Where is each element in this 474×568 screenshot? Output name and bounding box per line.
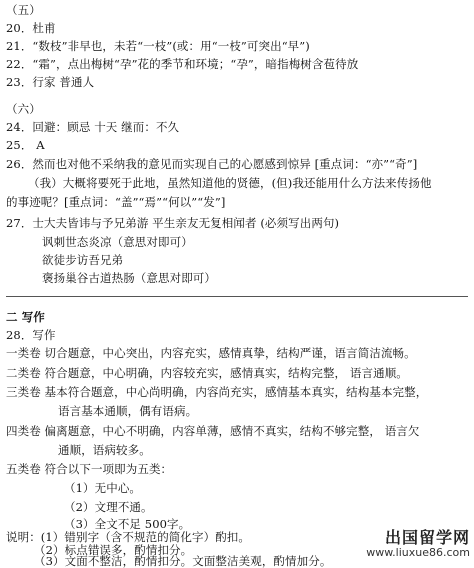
text-line: 28．写作 bbox=[6, 328, 56, 342]
text-line: 三类卷 基本符合题意，中心尚明确，内容尚充实，感情基本真实，结构基本完整， bbox=[6, 385, 428, 399]
text-line: （五） bbox=[6, 3, 41, 17]
text-line: 二类卷 符合题意，中心明确，内容较充实，感情真实，结构完整， 语言通顺。 bbox=[6, 366, 408, 380]
text-line: 23．行家 普通人 bbox=[6, 75, 95, 89]
watermark-logo bbox=[352, 528, 470, 560]
text-line: 褒扬巢谷古道热肠（意思对即可） bbox=[42, 271, 216, 285]
text-line: 语言基本通顺，偶有语病。 bbox=[58, 404, 198, 418]
text-line: 五类卷 符合以下一项即为五类： bbox=[6, 462, 173, 476]
text-line: 26．然而也对他不采纳我的意见而实现自己的心愿感到惊异 [重点词：“亦”“奇”] bbox=[6, 157, 418, 171]
text-line: （3）文面不整洁，酌情扣分。文面整洁美观，酌情加分。 bbox=[34, 554, 332, 568]
section-divider bbox=[6, 296, 468, 297]
text-line: 的事迹呢？[重点词：“盖”“焉”“何以”“发”] bbox=[6, 195, 226, 209]
text-line: （2）文理不通。 bbox=[64, 500, 153, 514]
text-line: 22．“霜”，点出梅树“孕”花的季节和环境；“孕”，暗指梅树含苞待放 bbox=[6, 57, 359, 71]
text-line: 20．杜甫 bbox=[6, 21, 56, 35]
text-line: 24．回避：顾忌 十天 继而：不久 bbox=[6, 120, 180, 134]
text-line: 27．士大夫皆讳与予兄弟游 平生亲友无复相闻者 (必须写出两句) bbox=[6, 216, 340, 230]
text-line: （3）全文不足 500字。 bbox=[64, 517, 191, 531]
text-line: 欲徒步访吾兄弟 bbox=[42, 253, 124, 267]
text-line: 讽刺世态炎凉（意思对即可） bbox=[42, 235, 193, 249]
text-line: 一类卷 切合题意，中心突出，内容充实，感情真挚，结构严谨，语言简洁流畅。 bbox=[6, 346, 416, 360]
text-line: 25． A bbox=[6, 138, 45, 152]
text-line: 说明：(1）错别字（含不规范的简化字）酌扣。 bbox=[6, 530, 251, 544]
text-line: （六） bbox=[6, 102, 41, 116]
text-line: （1）无中心。 bbox=[64, 481, 142, 495]
text-line: （我）大概将要死于此地，虽然知道他的贤德，(但)我还能用什么方法来传扬他 bbox=[28, 176, 432, 190]
watermark-url: www.liuxue86.com bbox=[366, 546, 470, 559]
text-line: 通顺，语病较多。 bbox=[58, 443, 151, 457]
text-line: 四类卷 偏离题意，中心不明确，内容单薄，感情不真实，结构不够完整， 语言欠 bbox=[6, 424, 420, 438]
text-line: 二 写作 bbox=[6, 310, 45, 324]
text-line: （2）标点错误多，酌情扣分。 bbox=[34, 543, 193, 557]
watermark-title: 出国留学网 bbox=[384, 528, 470, 547]
text-line: 21．“数枝”非早也，未若“一枝”(或：用“一枝”可突出“早”) bbox=[6, 39, 310, 53]
